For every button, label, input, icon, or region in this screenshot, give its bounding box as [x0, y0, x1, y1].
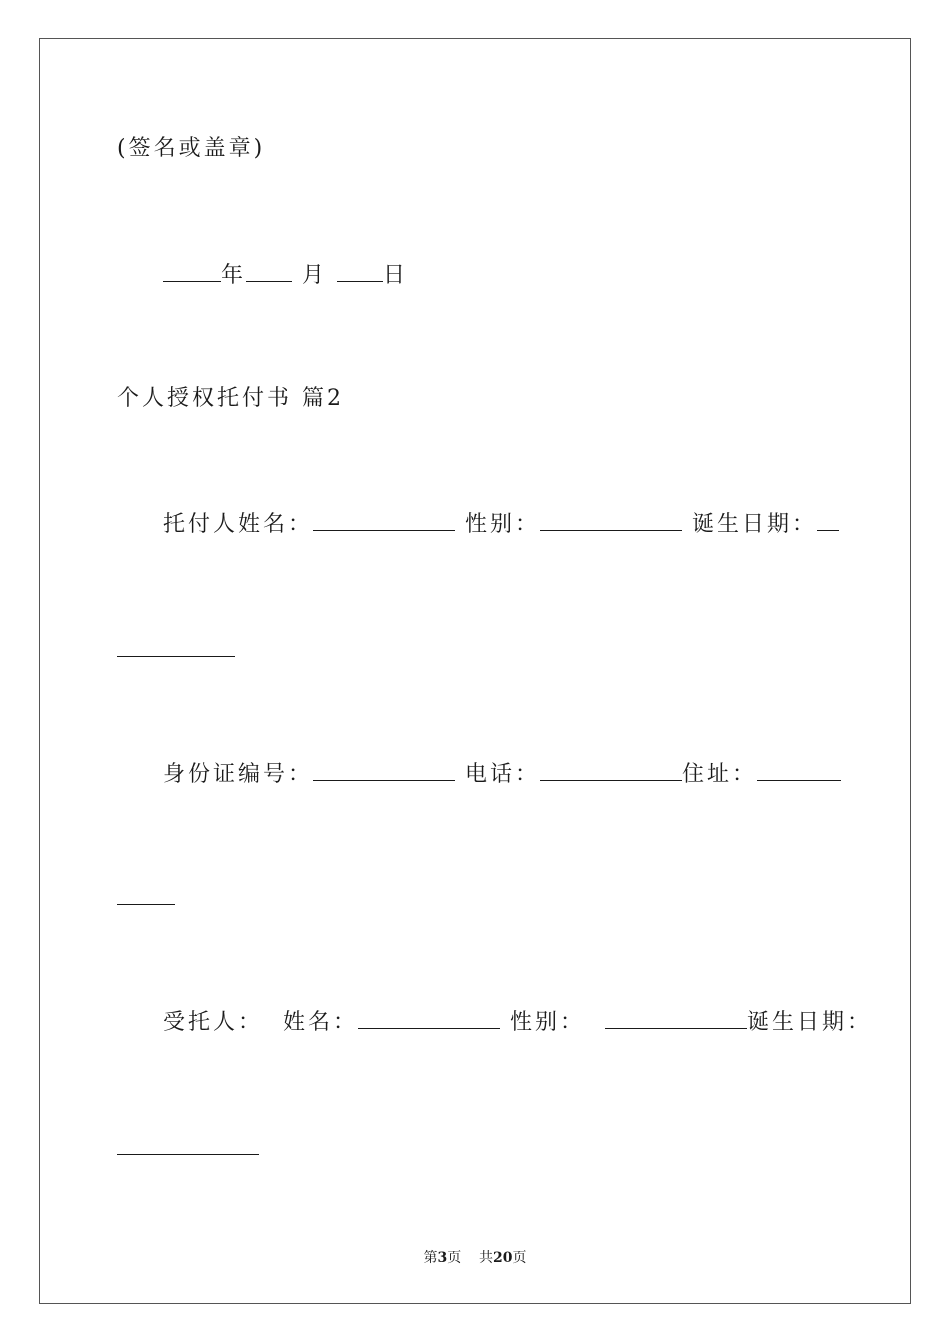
id-row	[163, 760, 841, 789]
address-blank[interactable]	[757, 760, 841, 781]
principal-birth-blank-continued[interactable]	[117, 636, 235, 657]
principal-birth-continuation	[117, 636, 235, 665]
principal-name-label: 托付人姓名：	[163, 512, 314, 537]
phone-label: 电话：	[465, 762, 541, 787]
agent-birth-continuation	[117, 1134, 259, 1163]
year-label: 年	[221, 263, 247, 288]
phone-blank[interactable]	[540, 760, 682, 781]
address-blank-continued[interactable]	[117, 884, 175, 905]
id-number-blank[interactable]	[313, 760, 455, 781]
month-blank[interactable]	[246, 261, 292, 282]
month-label: 月	[302, 263, 328, 288]
agent-birth-blank[interactable]	[117, 1134, 259, 1155]
agent-row	[163, 1008, 872, 1037]
section-title: 个人授权托付书 篇2	[117, 386, 344, 411]
date-line	[163, 261, 408, 290]
footer-page-unit: 页	[447, 1250, 462, 1266]
page-frame	[39, 38, 911, 1304]
day-blank[interactable]	[337, 261, 383, 282]
total-pages-number: 20	[493, 1250, 513, 1266]
agent-label: 受托人：	[163, 1010, 264, 1035]
footer-prefix: 第	[423, 1250, 438, 1266]
principal-birth-label: 诞生日期：	[692, 512, 818, 537]
principal-birth-blank[interactable]	[817, 510, 839, 531]
id-number-label: 身份证编号：	[163, 762, 314, 787]
address-continuation	[117, 884, 175, 913]
principal-gender-blank[interactable]	[540, 510, 682, 531]
agent-name-label: 姓名：	[283, 1010, 359, 1035]
current-page-number: 3	[437, 1250, 448, 1266]
principal-row	[163, 510, 839, 539]
footer-total-prefix: 共	[479, 1250, 494, 1266]
principal-gender-label: 性别：	[465, 512, 541, 537]
agent-gender-blank[interactable]	[605, 1008, 747, 1029]
agent-gender-label: 性别：	[510, 1010, 586, 1035]
footer-total-unit: 页	[512, 1250, 527, 1266]
page-footer	[0, 1247, 950, 1267]
agent-name-blank[interactable]	[358, 1008, 500, 1029]
signature-line: (签名或盖章)	[117, 136, 266, 161]
principal-name-blank[interactable]	[313, 510, 455, 531]
agent-birth-label: 诞生日期：	[747, 1010, 873, 1035]
year-blank[interactable]	[163, 261, 221, 282]
day-label: 日	[383, 263, 409, 288]
address-label: 住址：	[682, 762, 758, 787]
